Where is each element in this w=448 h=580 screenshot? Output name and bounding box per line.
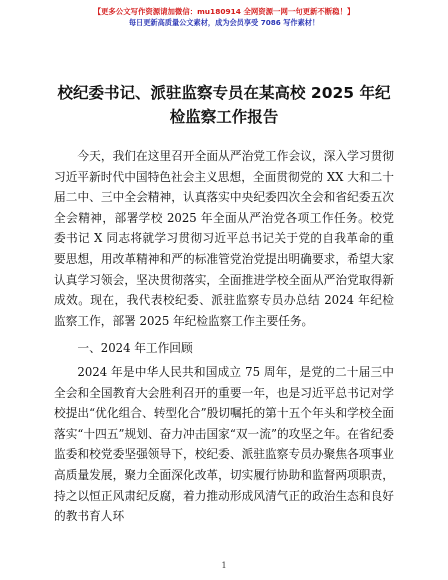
promo-line-2: 每日更新高质量公文素材，成为会员享受 7086 写作素材！ — [128, 18, 320, 27]
intro-paragraph: 今天，我们在这里召开全面从严治党工作会议，深入学习贯彻习近平新时代中国特色社会主义思想，全面贯彻党的 XX 大和二十届二中、三中全会精神，认真落实中央纪委四次全会和省纪委五次全会精神，部署学校 2025 年全面从严治党各项工作任务。校党委书记 X 同志将就学习贯彻习近平总书记关于党的自我革命的重要思想，用改革精神和严的标准管党治党提出明确要求，希望大家认真学习领会，坚决贯彻落实，全面推进学校全面从严治党取得新成效。现在，我代表校纪委、派驻监察专员办总结 2024 年纪检监察工作，部署 2025 年纪检监察工作主要任务。 — [54, 149, 394, 328]
promo-line-1: 【更多公文写作资源请加微信：mu180914 全网资源一网一句更新不断稳！】 — [93, 7, 355, 16]
page-number: 1 — [221, 561, 227, 570]
section-heading: 一、2024 年工作回顾 — [77, 341, 193, 356]
document-title: 校纪委书记、派驻监察专员在某高校 2025 年纪检监察工作报告 — [57, 84, 391, 126]
promo-banner — [60, 7, 388, 28]
document-body — [54, 146, 394, 527]
section-paragraph: 2024 年是中华人民共和国成立 75 周年，是党的二十届三中全会和全国教育大会胜利召开的重要一年，也是习近平总书记对学校提出“优化组合、转型化合”殷切嘱托的第十五个年头和学校全面落实“十四五”规划、奋力冲击国家“双一流”的攻坚之年。在省纪委监委和校党委坚强领导下，校纪委、派驻监察专员办聚焦各项事业高质量发展，聚力全面深化改革，切实履行协助和监督两项职责，持之以恒正风肃纪反腐，着力推动形成风清气正的政治生态和良好的教书育人环 — [54, 364, 394, 524]
